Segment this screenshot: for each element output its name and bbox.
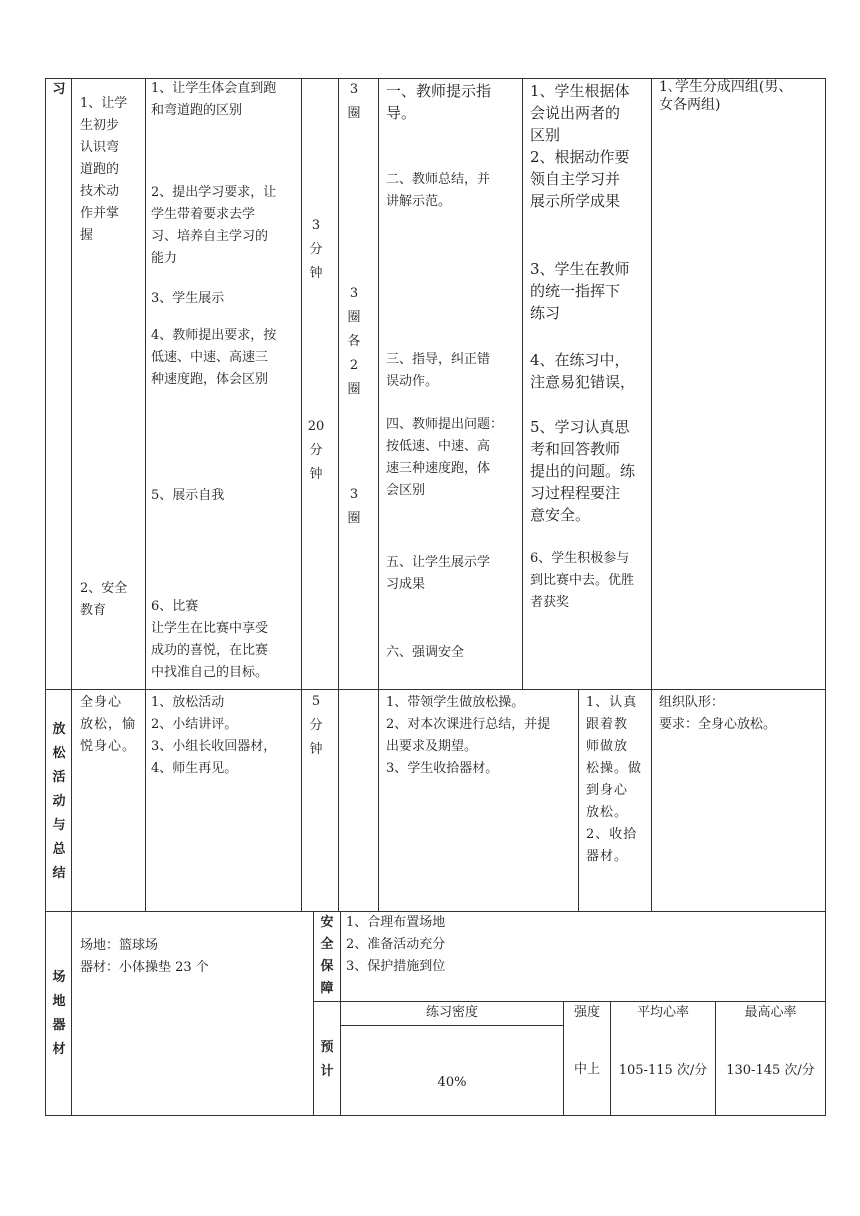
organization-1: 1､学生分成四组(男、 女各两组) <box>659 79 793 113</box>
reps-col-border <box>378 78 379 911</box>
reps-1: 3 圈 <box>347 82 361 121</box>
student-item-6: 6、学生积极参与 到比赛中去。优胜 者获奖 <box>530 551 635 610</box>
student-item-3: 3、学生在教师 的统一指挥下 练习 <box>530 260 630 322</box>
section2-content: 1、放松活动 2、小结讲评。 3、小组长收回器材， 4、师生再见。 <box>151 695 277 776</box>
table-bottom-border <box>45 1115 826 1116</box>
section2-organization: 组织队形： 要求：全身心放松。 <box>659 695 777 732</box>
header-max-hr: 最高心率 <box>744 1005 797 1020</box>
section3-label: 场 地 器 材 <box>52 970 66 1057</box>
value-density: 40% <box>437 1075 467 1090</box>
teacher-item-4: 四、教师提出问题： 按低速、中速、高 速三种速度跑，体 会区别 <box>386 417 504 498</box>
safety-text: 1、合理布置场地 2、准备活动充分 3、保护措施到位 <box>346 915 446 974</box>
header-avg-hr: 平均心率 <box>636 1005 689 1020</box>
label-col-border <box>71 78 72 1116</box>
forecast-label: 预 计 <box>320 1040 334 1079</box>
section2-student: 1、认真 跟着教 师做放 松操。做 到身心 放松。 2、收拾 器材。 <box>586 695 643 864</box>
teacher-col-border-1 <box>522 78 523 689</box>
teacher-col-border-2 <box>578 689 579 911</box>
section2-objective: 全身心 放松，愉 悦身心。 <box>80 695 137 754</box>
content-item-5: 5、展示自我 <box>151 488 225 503</box>
teacher-item-6: 六、强调安全 <box>386 645 465 660</box>
content-item-4: 4、教师提出要求，按 低速、中速、高速三 种速度跑，体会区别 <box>151 328 277 387</box>
density-header-border <box>340 1025 563 1026</box>
reps-2: 3 圈 各 2 圈 <box>347 286 361 397</box>
teacher-item-3: 三、指导，纠正错 误动作。 <box>386 352 491 389</box>
content-item-3: 3、学生展示 <box>151 291 225 306</box>
value-max-hr: 130-145 次/分 <box>726 1063 815 1078</box>
section2-teacher: 1、带领学生做放松操。 2、对本次课进行总结，并提 出要求及期望。 3、学生收拾器材。 <box>386 695 551 776</box>
section2-time: 5 分 钟 <box>309 694 323 757</box>
content-item-6-desc: 让学生在比赛中享受 成功的喜悦，在比赛 中找准自己的目标。 <box>151 621 269 680</box>
time-col-border <box>338 78 339 911</box>
student-col-border-1 <box>651 78 652 911</box>
row-divider-1 <box>45 689 826 690</box>
value-avg-hr: 105-115 次/分 <box>618 1063 708 1078</box>
reps-3: 3 圈 <box>347 487 361 526</box>
table-right-border <box>825 78 826 1116</box>
content-item-6: 6、比赛 <box>151 599 199 614</box>
content-item-2: 2、提出学习要求，让 学生带着要求去学 习、培养自主学习的 能力 <box>151 185 277 266</box>
table-left-border <box>45 78 46 1116</box>
section2-label: 放 松 活 动 与 总 结 <box>52 722 66 881</box>
venue-text: 场地：篮球场 <box>80 938 159 953</box>
time-1: 3 分 钟 <box>309 218 323 281</box>
student-item-2: 2、根据动作要 领自主学习并 展示所学成果 <box>530 148 630 210</box>
objective-1: 1、让学 生初步 认识弯 道跑的 技术动 作并掌 握 <box>80 96 128 243</box>
objective-col-border <box>145 78 146 911</box>
student-item-4: 4、在练习中， 注意易犯错误， <box>530 351 636 391</box>
safety-label: 安 全 保 障 <box>320 915 334 996</box>
equipment-text: 器材：小体操垫 23 个 <box>80 960 209 975</box>
teacher-item-1: 一、教师提示指 导。 <box>386 82 492 122</box>
student-item-1: 1、学生根据体 会说出两者的 区别 <box>530 82 630 144</box>
teacher-item-5: 五、让学生展示学 习成果 <box>386 555 491 592</box>
content-item-1: 1、让学生体会直到跑 和弯道跑的区别 <box>151 81 277 118</box>
header-density: 练习密度 <box>425 1005 478 1020</box>
objective-2: 2、安全 教育 <box>80 581 128 618</box>
student-item-5: 5、学习认真思 考和回答教师 提出的问题。练 习过程程要注 意安全。 <box>530 418 636 524</box>
venue-col-border <box>313 911 314 1116</box>
header-intensity: 强度 <box>573 1005 600 1020</box>
value-intensity: 中上 <box>573 1062 600 1077</box>
content-col-border <box>301 78 302 911</box>
section1-label: 习 <box>52 82 66 97</box>
time-2: 20 分 钟 <box>307 419 325 482</box>
teacher-item-2: 二、教师总结，并 讲解示范。 <box>386 172 491 209</box>
